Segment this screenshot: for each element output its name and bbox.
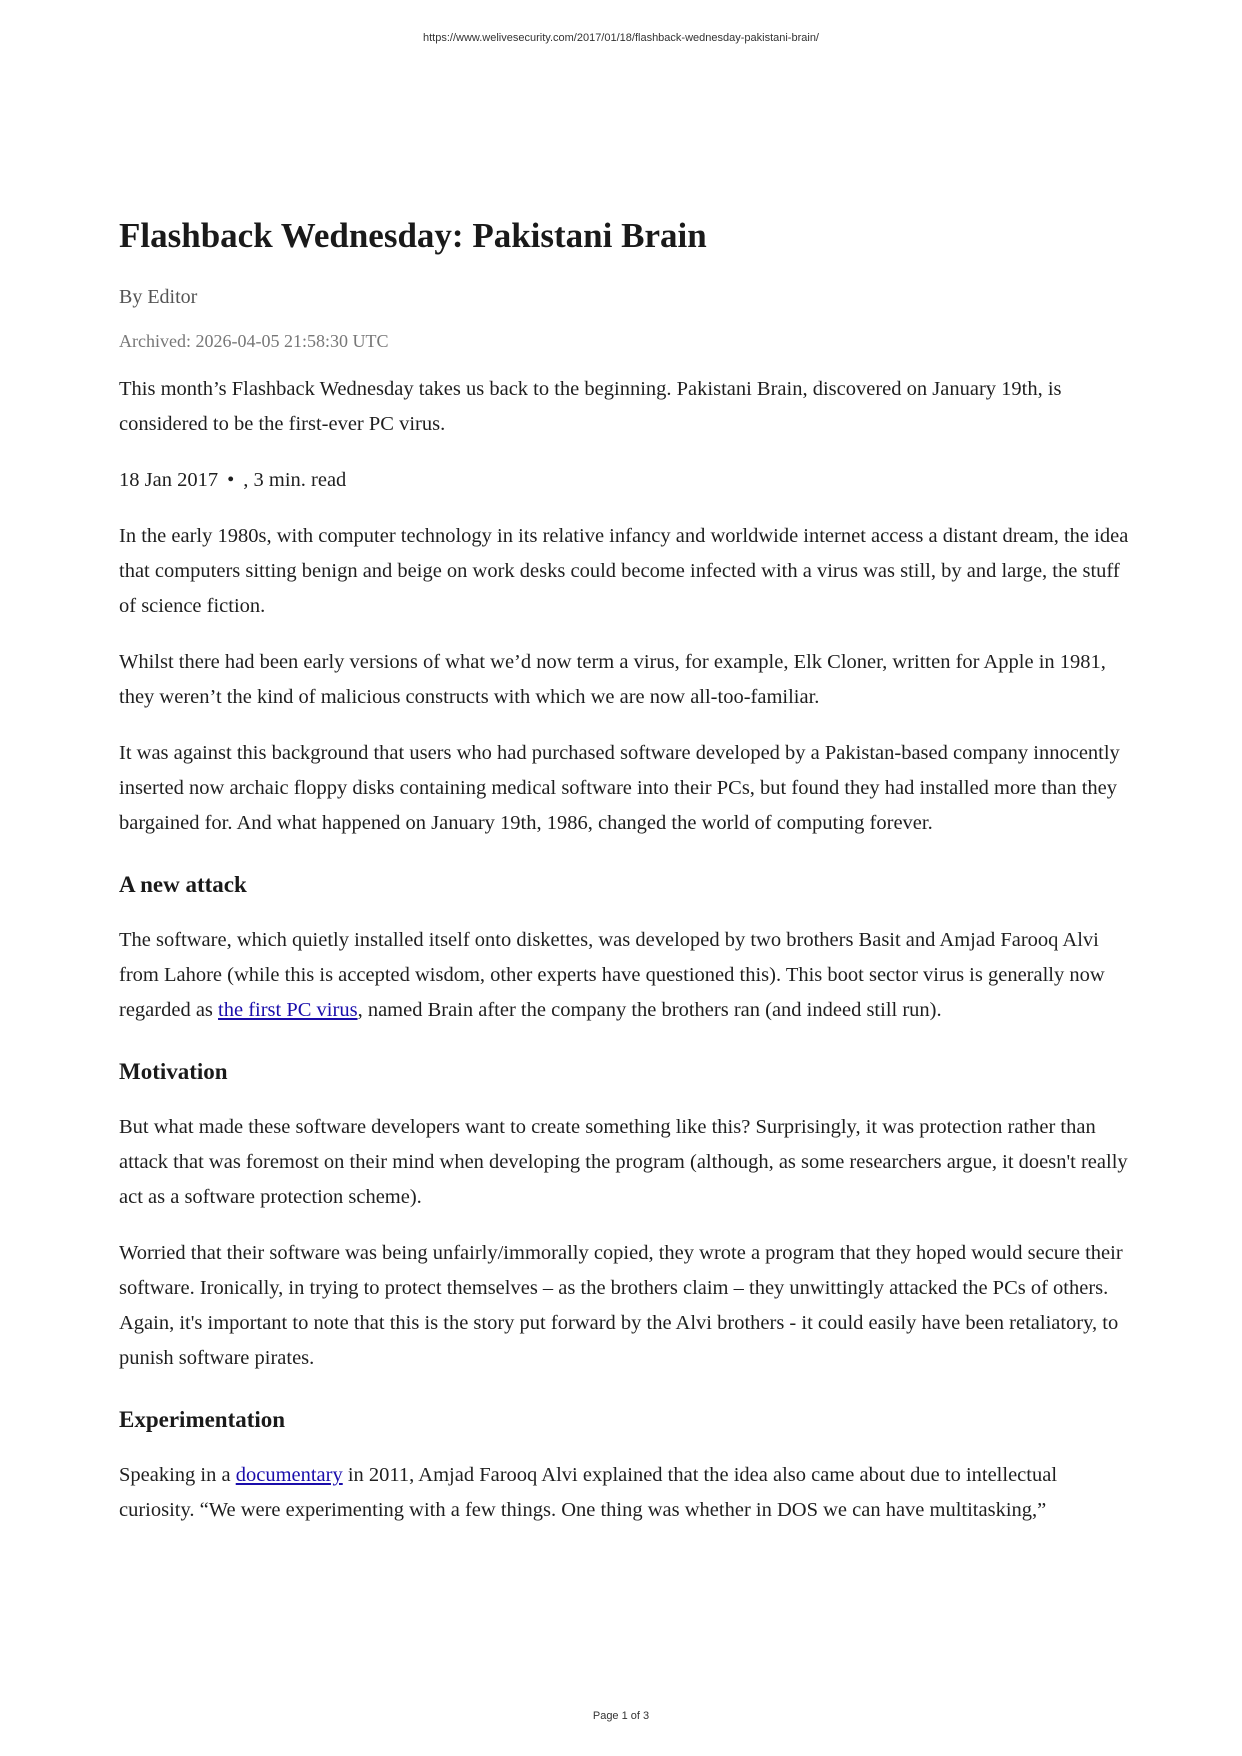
body-paragraph — [119, 923, 1129, 1028]
documentary-link[interactable]: documentary — [235, 1464, 343, 1486]
read-time: , 3 min. read — [243, 469, 347, 491]
publish-date: 18 Jan 2017 — [119, 469, 219, 491]
page-url-header: https://www.welivesecurity.com/2017/01/18/flashback-wednesday-pakistani-brain/ — [423, 32, 819, 44]
article-title: Flashback Wednesday: Pakistani Brain — [119, 216, 707, 255]
paragraph-text: The software, which quietly installed itself onto diskettes, was developed by two brothers Basit and Amjad Farooq Alvi from Lahore (while this is accepted wisdom, other experts have questioned this). This boot sector virus is generally now regarded as — [119, 929, 1105, 1021]
lead-paragraph: This month’s Flashback Wednesday takes us back to the beginning. Pakistani Brain, discovered on January 19th, is considered to be the first-ever PC virus. — [119, 378, 1062, 435]
body-paragraph: But what made these software developers want to create something like this? Surprisingly, it was protection rather than attack that was foremost on their mind when developing the program (although, as some researchers argue, it doesn't really act as a software protection scheme). — [119, 1116, 1128, 1208]
body-paragraph — [119, 1458, 1129, 1528]
body-paragraph: In the early 1980s, with computer technology in its relative infancy and worldwide internet access a distant dream, the idea that computers sitting benign and beige on work desks could become infected with a virus was still, by and large, the stuff of science fiction. — [119, 525, 1129, 617]
first-pc-virus-link[interactable]: the first PC virus — [218, 999, 358, 1021]
page-number-footer: Page 1 of 3 — [592, 1710, 650, 1722]
section-heading-new-attack: A new attack — [119, 872, 247, 897]
archived-timestamp: Archived: 2026-04-05 21:58:30 UTC — [119, 331, 389, 351]
paragraph-text: Speaking in a — [119, 1464, 236, 1486]
body-paragraph: It was against this background that users who had purchased software developed by a Pakistan-based company innocently inserted now archaic floppy disks containing medical software into their PCs, but found they had installed more than they bargained for. And what happened on January 19th, 1986, changed the world of computing forever. — [119, 742, 1120, 834]
body-paragraph: Worried that their software was being unfairly/immorally copied, they wrote a program that they hoped would secure their software. Ironically, in trying to protect themselves – as the brothers claim – they unwittingly attacked the PCs of others. Again, it's important to note that this is the story put forward by the Alvi brothers - it could easily have been retaliatory, to punish software pirates. — [119, 1242, 1123, 1369]
article — [119, 212, 1129, 1549]
paragraph-text: , named Brain after the company the brothers ran (and indeed still run). — [357, 999, 942, 1021]
article-meta — [119, 463, 1129, 498]
section-heading-motivation: Motivation — [119, 1059, 228, 1084]
paragraph-text: in 2011, Amjad Farooq Alvi explained that the idea also came about due to intellectual curiosity. “We were experimenting with a few things. One thing was whether in DOS we can have multitasking,” — [119, 1464, 1058, 1521]
section-heading-experimentation: Experimentation — [119, 1407, 286, 1432]
meta-separator: • — [227, 469, 235, 491]
body-paragraph: Whilst there had been early versions of what we’d now term a virus, for example, Elk Cloner, written for Apple in 1981, they weren’t the kind of malicious constructs with which we are now all-too-familiar. — [119, 651, 1106, 708]
article-byline: By Editor — [119, 286, 198, 308]
